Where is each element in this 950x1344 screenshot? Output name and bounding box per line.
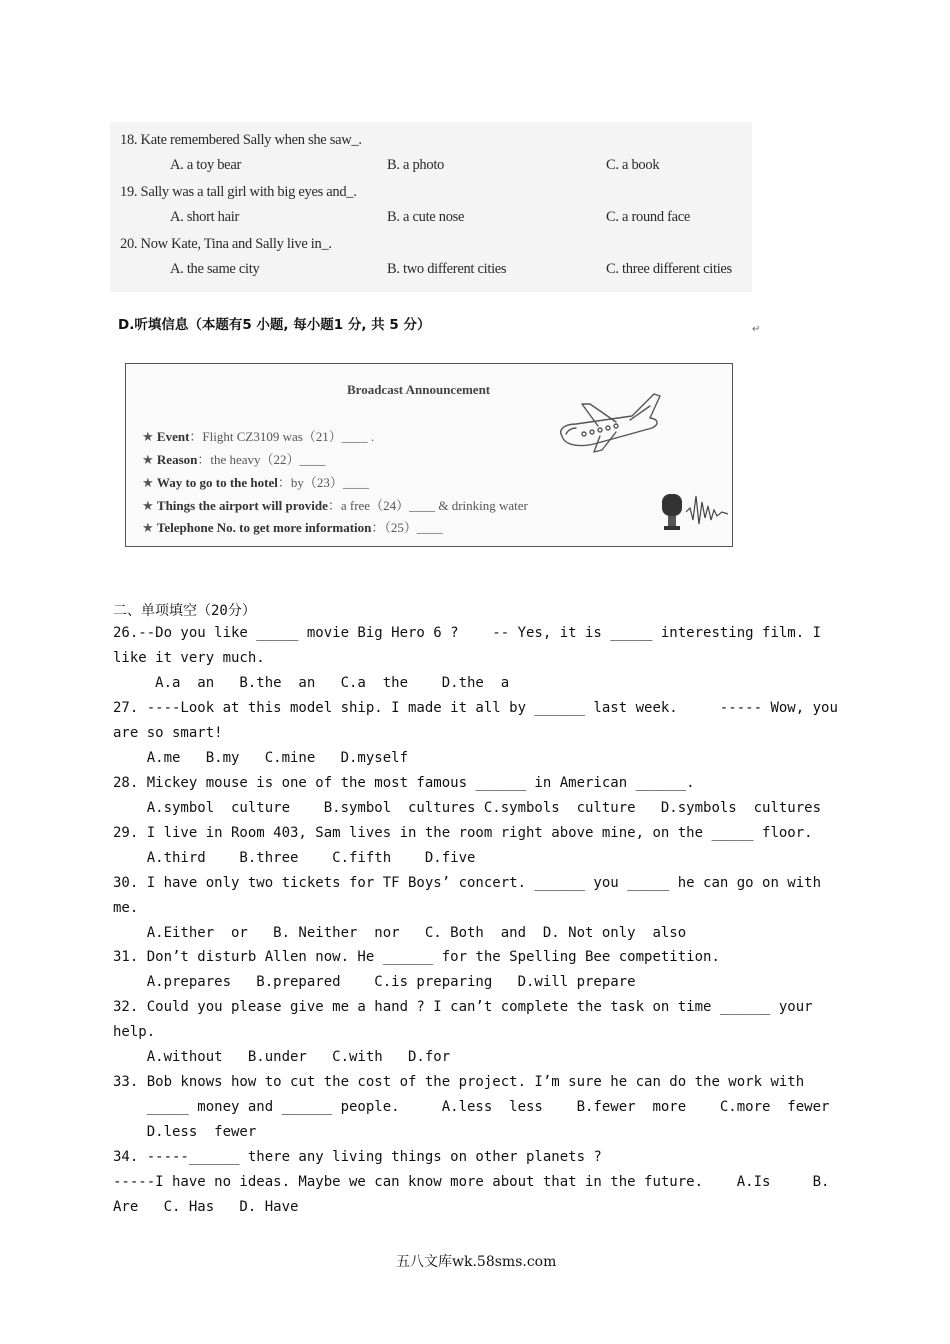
speaker-icon <box>660 490 730 534</box>
text-line: A.without B.under C.with D.for <box>113 1049 451 1065</box>
section-two-heading: 二、单项填空（20分） <box>113 603 256 619</box>
line-label: Reason <box>156 452 198 467</box>
text-line: D.less fewer <box>113 1124 257 1140</box>
text-line: 30. I have only two tickets for TF Boys’ concert. ______ you _____ he can go on with <box>113 875 822 891</box>
broadcast-title: Broadcast Announcement <box>347 382 491 397</box>
broadcast-line-event <box>142 426 374 445</box>
line-label: Telephone No. to get more information <box>156 520 372 535</box>
star-icon: ★ <box>142 429 154 444</box>
broadcast-line-way <box>142 472 369 491</box>
broadcast-announcement-box <box>125 363 733 547</box>
question-18-option-a: A. a toy bear <box>170 157 241 173</box>
airplane-icon <box>554 386 666 458</box>
text-line: A.me B.my C.mine D.myself <box>113 750 409 766</box>
text-line: help. <box>113 1024 156 1040</box>
question-19-option-c: C. a round face <box>606 209 691 225</box>
question-19-option-b: B. a cute nose <box>387 209 465 225</box>
text-line: 29. I live in Room 403, Sam lives in the room right above mine, on the _____ floor. <box>113 825 813 841</box>
text-line: A.a an B.the an C.a the D.the a <box>113 675 510 691</box>
text-line: 33. Bob knows how to cut the cost of the project. I’m sure he can do the work with <box>113 1074 805 1090</box>
line-label: Event <box>156 429 190 444</box>
text-line: Are C. Has D. Have <box>113 1199 299 1215</box>
question-18-stem: 18. Kate remembered Sally when she saw_. <box>120 132 362 148</box>
question-18-option-c: C. a book <box>606 157 660 173</box>
text-line: 31. Don’t disturb Allen now. He ______ for the Spelling Bee competition. <box>113 949 720 965</box>
text-line: A.prepares B.prepared C.is preparing D.will prepare <box>113 974 636 990</box>
line-text: ：the heavy（22）____ <box>197 452 326 467</box>
text-line: A.symbol culture B.symbol cultures C.symbols culture D.symbols cultures <box>113 800 822 816</box>
footer-watermark: 五八文库wk.58sms.com <box>396 1254 557 1270</box>
text-line: 26.--Do you like _____ movie Big Hero 6 ? -- Yes, it is _____ interesting film. I <box>113 625 822 641</box>
line-label: Things the airport will provide <box>156 498 328 513</box>
text-line: _____ money and ______ people. A.less less B.fewer more C.more fewer <box>113 1099 830 1115</box>
paragraph-return-mark: ↵ <box>752 324 761 335</box>
line-label: Way to go to the hotel <box>156 475 278 490</box>
broadcast-line-telephone <box>142 517 443 536</box>
line-text: ：Flight CZ3109 was（21）____ . <box>189 429 375 444</box>
question-19-stem: 19. Sally was a tall girl with big eyes and_. <box>120 184 357 200</box>
star-icon: ★ <box>142 498 154 513</box>
line-text: ：（25）____ <box>371 520 443 535</box>
text-line: -----I have no ideas. Maybe we can know more about that in the future. A.Is B. <box>113 1174 830 1190</box>
star-icon: ★ <box>142 475 154 490</box>
text-line: 32. Could you please give me a hand ? I can’t complete the task on time ______ your <box>113 999 813 1015</box>
star-icon: ★ <box>142 520 154 535</box>
question-20-option-a: A. the same city <box>170 261 260 277</box>
star-icon: ★ <box>142 452 154 467</box>
line-text: ：a free（24）____ & drinking water <box>327 498 528 513</box>
text-line: A.Either or B. Neither nor C. Both and D. Not only also <box>113 925 687 941</box>
section-d-heading: D.听填信息（本题有5 小题, 每小题1 分, 共 5 分） <box>118 317 431 333</box>
question-18-option-b: B. a photo <box>387 157 445 173</box>
line-text: ：by（23）____ <box>277 475 369 490</box>
question-20-option-c: C. three different cities <box>606 261 732 277</box>
broadcast-line-provide <box>142 495 528 514</box>
text-line: like it very much. <box>113 650 265 666</box>
text-line: A.third B.three C.fifth D.five <box>113 850 476 866</box>
question-20-option-b: B. two different cities <box>387 261 507 277</box>
text-line: 28. Mickey mouse is one of the most famous ______ in American ______. <box>113 775 695 791</box>
broadcast-line-reason <box>142 449 326 468</box>
text-line: 34. -----______ there any living things on other planets ? <box>113 1149 602 1165</box>
text-line: are so smart! <box>113 725 223 741</box>
question-19-option-a: A. short hair <box>170 209 239 225</box>
question-20-stem: 20. Now Kate, Tina and Sally live in_. <box>120 236 332 252</box>
text-line: 27. ----Look at this model ship. I made it all by ______ last week. ----- Wow, you <box>113 700 838 716</box>
text-line: me. <box>113 900 139 916</box>
